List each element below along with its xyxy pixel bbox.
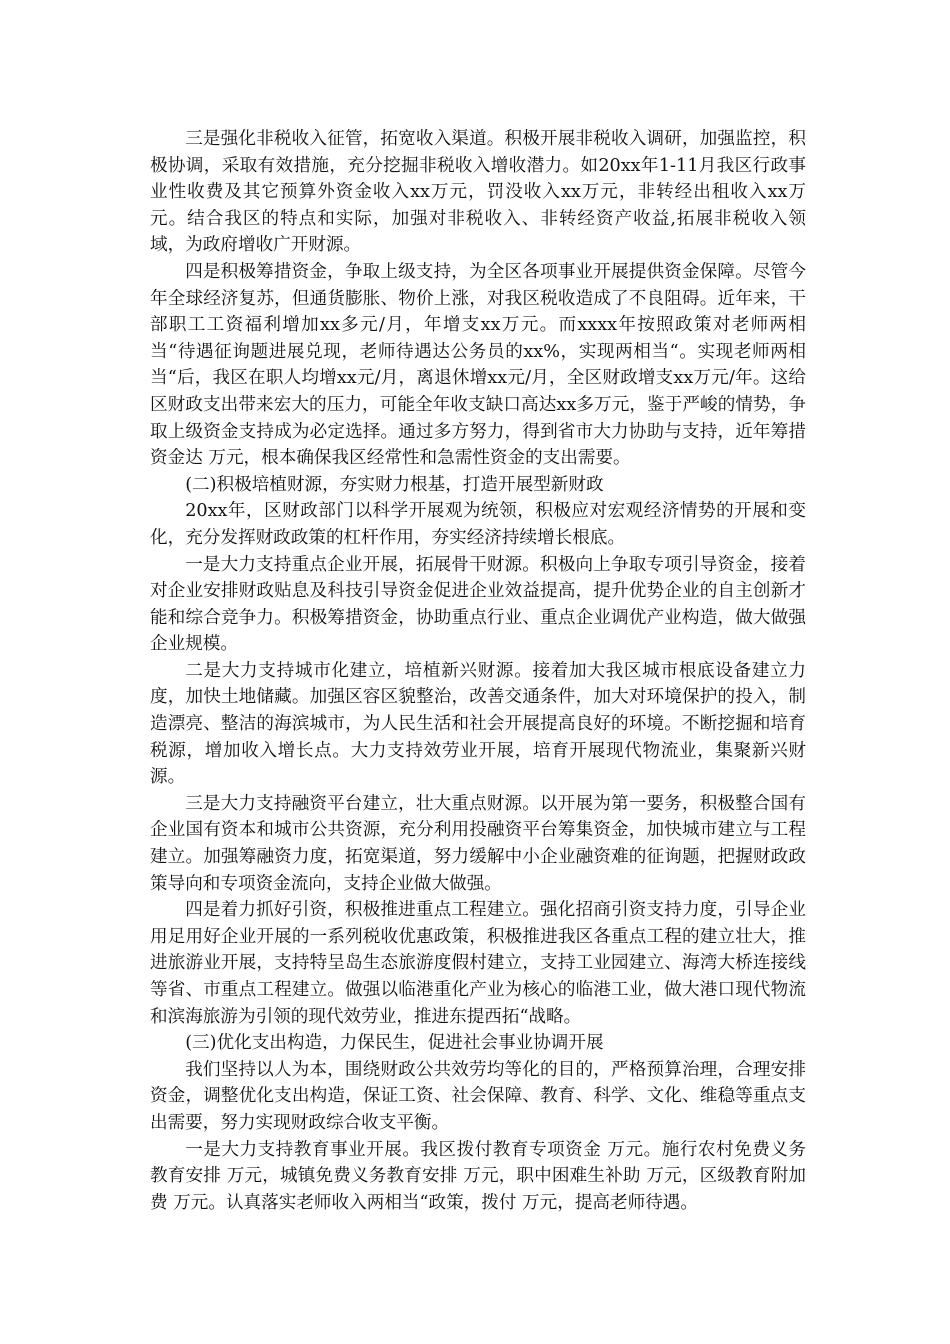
paragraph-investment-projects: 四是着力抓好引资，积极推进重点工程建立。强化招商引资支持力度，引导企业用足用好企业开展的一系列税收优惠政策，积极推进我区各重点工程的建立壮大，推进旅游业开展，支持特呈岛生态旅游度假村建立，支持工业园建立、海湾大桥连接线等省、市重点工程建立。做强以临港重化产业为核心的临港工业，做大港口现代物流和滨海旅游为引领的现代效劳业，推进东提西拓“战略。	[150, 900, 806, 1027]
paragraph-key-enterprises: 一是大力支持重点企业开展，拓展骨干财源。积极向上争取专项引导资金，接着对企业安排财政贴息及科技引导资金促进企业效益提高，提升优势企业的自主创新才能和综合竞争力。积极筹措资金，协助重点行业、重点企业调优产业构造，做大做强企业规模。	[150, 554, 806, 655]
document-body	[150, 126, 806, 1216]
paragraph-non-tax-revenue: 三是强化非税收入征管，拓宽收入渠道。积极开展非税收入调研，加强监控，积极协调，采取有效措施，充分挖掘非税收入增收潜力。如20xx年1-11月我区行政事业性收费及其它预算外资金收入xx万元，罚没收入xx万元，非转经出租收入xx万元。结合我区的特点和实际，加强对非税收入、非转经资产收益,拓展非税收入领域，为政府增收广开财源。	[150, 129, 806, 256]
paragraph-raise-funds: 四是积极筹措资金，争取上级支持，为全区各项事业开展提供资金保障。尽管今年全球经济复苏，但通货膨胀、物价上涨，对我区税收造成了不良阻碍。近年来，干部职工工资福利增加xx多元/月，年增支xx万元。而xxxx年按照政策对老师两相当“待遇征询题进展兑现，老师待遇达公务员的xx%，实现两相当“。实现老师两相当“后，我区在职人均增xx元/月，离退休增xx元/月，全区财政增支xx万元/年。这给区财政支出带来宏大的压力，可能全年收支缺口高达xx多万元，鉴于严峻的情势，争取上级资金支持成为必定选择。通过多方努力，得到省市大力协助与支持，近年筹措资金达 万元，根本确保我区经常性和急需性资金的支出需要。	[150, 261, 806, 469]
paragraph-section-2-intro: 20xx年，区财政部门以科学开展观为统领，积极应对宏观经济情势的开展和变化，充分发挥财政政策的杠杆作用，夯实经济持续增长根底。	[150, 501, 806, 548]
section-heading-3: (三)优化支出构造，力保民生，促进社会事业协调开展	[185, 1033, 604, 1054]
section-heading-2: (二)积极培植财源，夯实财力根基，打造开展型新财政	[185, 474, 604, 495]
paragraph-education: 一是大力支持教育事业开展。我区拨付教育专项资金 万元。施行农村免费义务教育安排 万元，城镇免费义务教育安排 万元，职中困难生补助 万元，区级教育附加费 万元。认真落实老师收入两相当“政策，拨付 万元，提高老师待遇。	[150, 1139, 806, 1213]
paragraph-section-3-intro: 我们坚持以人为本，围绕财政公共效劳均等化的目的，严格预算治理，合理安排资金，调整优化支出构造，保证工资、社会保障、教育、科学、文化、维稳等重点支出需要，努力实现财政综合收支平衡。	[150, 1059, 806, 1133]
paragraph-financing-platform: 三是大力支持融资平台建立，壮大重点财源。以开展为第一要务，积极整合国有企业国有资本和城市公共资源，充分利用投融资平台筹集资金，加快城市建立与工程建立。加强筹融资力度，拓宽渠道，努力缓解中小企业融资难的征询题，把握财政政策导向和专项资金流向，支持企业做大做强。	[150, 793, 806, 894]
paragraph-urbanization: 二是大力支持城市化建立，培植新兴财源。接着加大我区城市根底设备建立力度，加快土地储藏。加强区容区貌整治，改善交通条件，加大对环境保护的投入，制造漂亮、整洁的海滨城市，为人民生活和社会开展提高良好的环境。不断挖掘和培育税源，增加收入增长点。大力支持效劳业开展，培育开展现代物流业，集聚新兴财源。	[150, 660, 806, 788]
